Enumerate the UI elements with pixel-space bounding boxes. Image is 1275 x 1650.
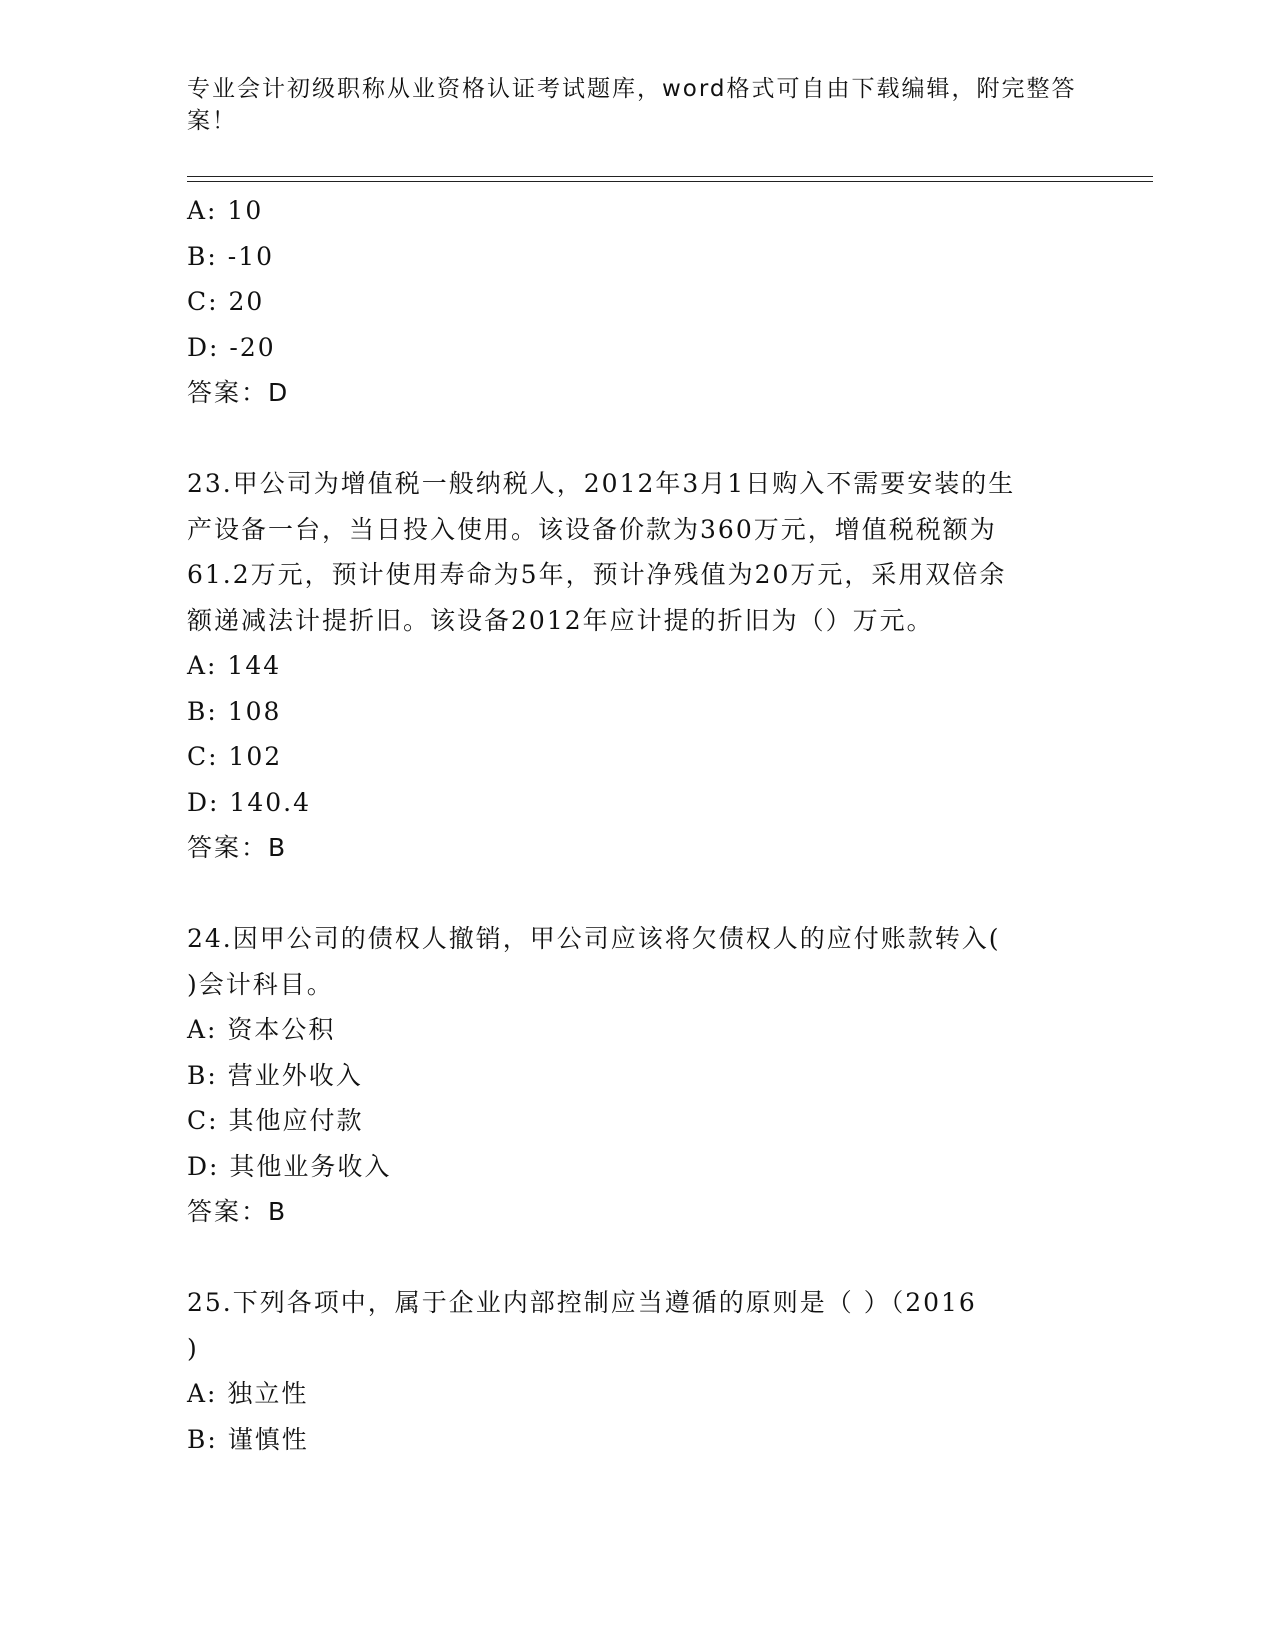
- spacer: [187, 416, 1087, 462]
- question-text-line: 25.下列各项中，属于企业内部控制应当遵循的原则是（ ）（2016: [187, 1288, 977, 1317]
- option-c: C: 102: [187, 742, 283, 771]
- spacer: [187, 871, 1087, 917]
- option-d: D: 其他业务收入: [187, 1151, 392, 1181]
- question-text-line: 产设备一台，当日投入使用。该设备价款为360万元，增值税税额为: [187, 514, 997, 544]
- option-a: A: 资本公积: [187, 1015, 336, 1044]
- option-b: B: 谨慎性: [187, 1424, 309, 1454]
- question-text-line: 23.甲公司为增值税一般纳税人，2012年3月1日购入不需要安装的生: [187, 469, 1016, 498]
- answer: 答案：B: [187, 1197, 288, 1226]
- option-a: A: 10: [187, 196, 264, 225]
- option-c: C: 20: [187, 287, 265, 316]
- option-d: D: 140.4: [187, 787, 311, 817]
- document-header-intro: 专业会计初级职称从业资格认证考试题库，word格式可自由下载编辑，附完整答案！: [187, 76, 1077, 134]
- question-22: [187, 188, 1087, 416]
- question-text-line: )会计科目。: [187, 969, 334, 999]
- header-divider-top: [187, 176, 1153, 177]
- question-text-line: ): [187, 1333, 199, 1363]
- option-b: B: -10: [187, 241, 274, 271]
- question-24: [187, 916, 1087, 1235]
- answer: 答案：D: [187, 378, 290, 407]
- option-a: A: 独立性: [187, 1379, 309, 1408]
- question-content: [187, 188, 1087, 1462]
- option-b: B: 营业外收入: [187, 1060, 363, 1090]
- option-d: D: -20: [187, 332, 276, 362]
- question-25: [187, 1280, 1087, 1462]
- question-23: [187, 461, 1087, 871]
- option-c: C: 其他应付款: [187, 1106, 364, 1135]
- question-text-line: 额递减法计提折旧。该设备2012年应计提的折旧为（）万元。: [187, 605, 934, 635]
- question-text-line: 61.2万元，预计使用寿命为5年，预计净残值为20万元，采用双倍余: [187, 560, 1007, 589]
- header-divider-bottom: [187, 181, 1153, 182]
- option-a: A: 144: [187, 651, 282, 680]
- answer: 答案：B: [187, 833, 288, 862]
- spacer: [187, 1235, 1087, 1281]
- question-text-line: 24.因甲公司的债权人撤销，甲公司应该将欠债权人的应付账款转入(: [187, 924, 1001, 953]
- option-b: B: 108: [187, 696, 282, 726]
